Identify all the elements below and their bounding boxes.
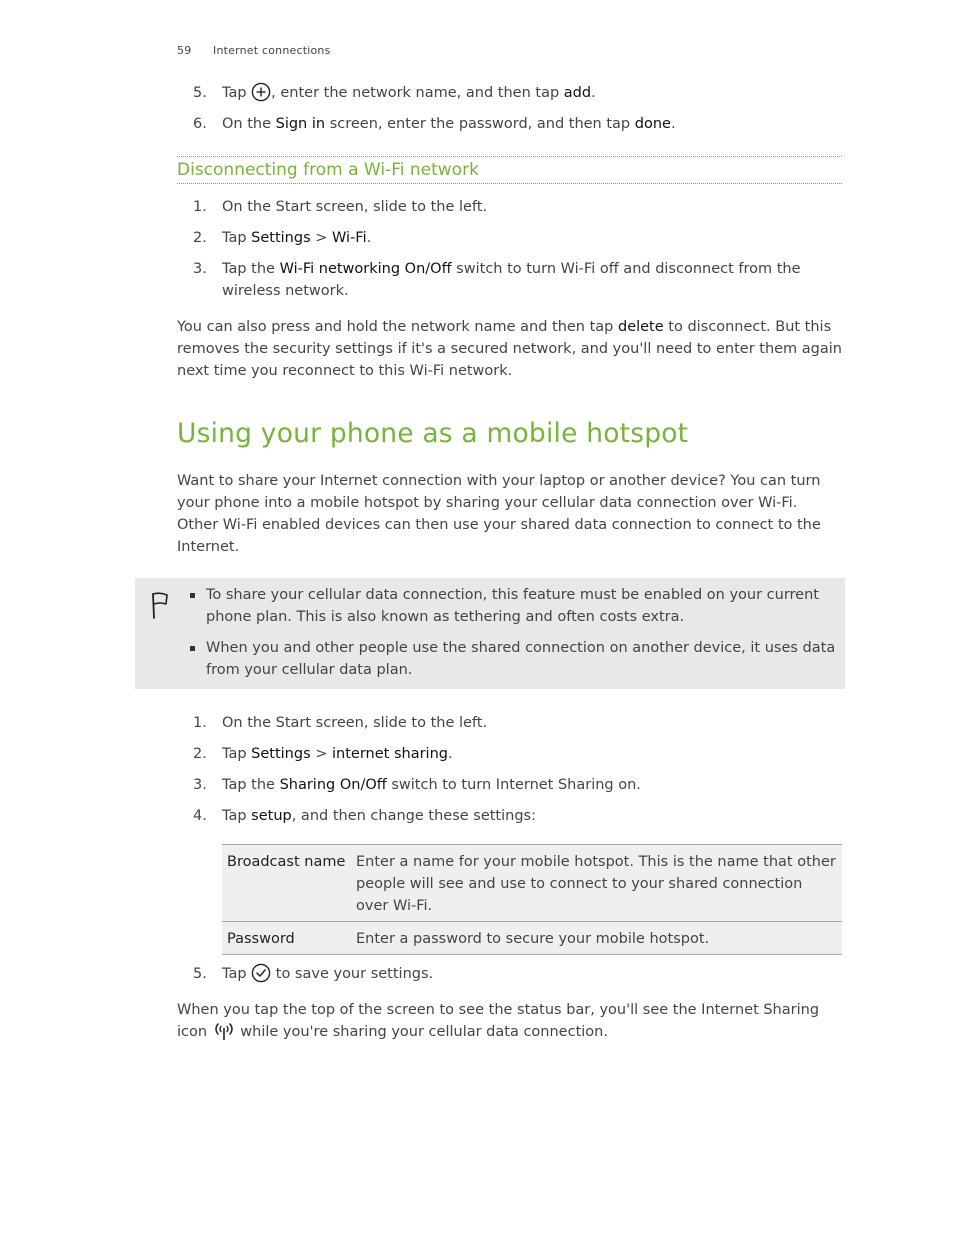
setting-name: Password — [222, 922, 351, 955]
step-text: Tap to save your settings. — [222, 963, 842, 990]
step-number: 1. — [193, 199, 207, 215]
step-text: Tap Settings > internet sharing. — [222, 746, 453, 762]
section-subheading: Disconnecting from a Wi-Fi network — [177, 156, 842, 184]
step-number: 3. — [193, 261, 207, 277]
step-text: On the Sign in screen, enter the password, and then tap done. — [222, 116, 676, 132]
setting-description: Enter a name for your mobile hotspot. This is the name that other people will see and use to connect to your shared connection over Wi-Fi. — [351, 845, 842, 922]
table-row — [222, 922, 842, 955]
body-paragraph: You can also press and hold the network name and then tap delete to disconnect. But this removes the security settings if it's a secured network, and you'll need to enter them again next time you reconnect to this Wi-Fi network. — [177, 319, 842, 379]
page-number: 59 — [177, 44, 192, 57]
plus-circle-icon — [251, 82, 271, 109]
step-number: 4. — [193, 808, 207, 824]
page-title: Using your phone as a mobile hotspot — [177, 418, 689, 449]
step-text: Tap Settings > Wi-Fi. — [222, 230, 372, 246]
note-box: To share your cellular data connection, this feature must be enabled on your current phone plan. This is also known as tethering and often costs extra. When you and other people use the shared connection on another device, it uses data from your cellular data plan. — [135, 578, 845, 689]
section-title: Internet connections — [213, 44, 331, 57]
flag-note-icon — [149, 591, 171, 625]
internet-sharing-icon — [212, 1021, 236, 1048]
step-text: On the Start screen, slide to the left. — [222, 715, 488, 731]
check-circle-icon — [251, 963, 271, 990]
settings-table — [222, 844, 842, 955]
page-header — [177, 44, 331, 57]
step-text: Tap setup, and then change these settings: — [222, 808, 536, 824]
step-text: Tap the Wi-Fi networking On/Off switch to turn Wi-Fi off and disconnect from the wireless network. — [222, 261, 801, 299]
step-text: On the Start screen, slide to the left. — [222, 199, 488, 215]
step-number: 6. — [193, 116, 207, 132]
step-number: 5. — [193, 966, 207, 982]
step-text: Tap the Sharing On/Off switch to turn Internet Sharing on. — [222, 777, 641, 793]
step-text: Tap , enter the network name, and then tap add. — [222, 82, 842, 109]
table-row — [222, 845, 842, 922]
intro-paragraph: Want to share your Internet connection with your laptop or another device? You can turn your phone into a mobile hotspot by sharing your cellular data connection over Wi-Fi. Other Wi-Fi enabled devices can then use your shared data connection to connect to the Internet. — [177, 473, 821, 555]
step-number: 1. — [193, 715, 207, 731]
setting-name: Broadcast name — [222, 845, 351, 922]
step-number: 5. — [193, 85, 207, 101]
step-number: 2. — [193, 746, 207, 762]
setting-description: Enter a password to secure your mobile hotspot. — [351, 922, 842, 955]
step-number: 3. — [193, 777, 207, 793]
step-number: 2. — [193, 230, 207, 246]
closing-paragraph: When you tap the top of the screen to see the status bar, you'll see the Internet Sharing icon while you're sharing your cellular data connection. — [177, 999, 842, 1048]
